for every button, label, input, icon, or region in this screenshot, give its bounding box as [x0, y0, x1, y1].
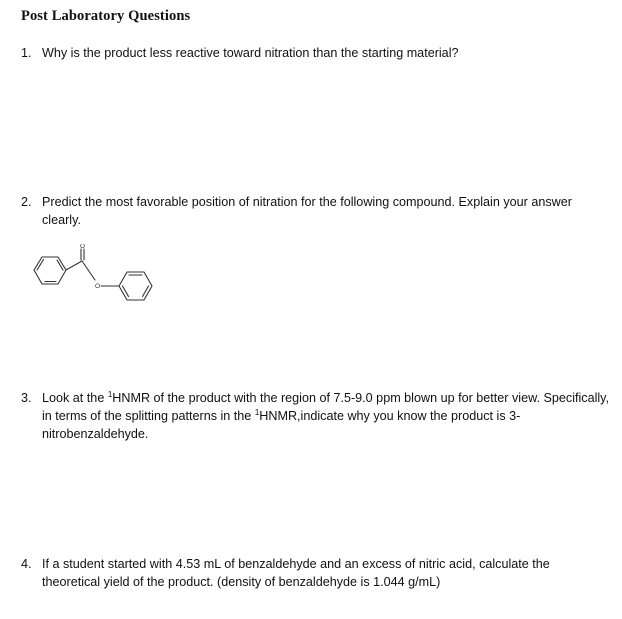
left-benzene-ring: [34, 257, 66, 284]
question-3: [21, 389, 611, 443]
left-ring-double-bonds: [37, 260, 44, 271]
question-1: [21, 44, 611, 62]
page-title: Post Laboratory Questions: [21, 8, 191, 24]
question-number: 1.: [21, 46, 32, 60]
question-4: [21, 555, 611, 591]
question-text-part-b: HNMR of the product with the region of 7.5-9.0 ppm blown up for better view. Specifically, in terms of the splitting patterns in the: [42, 391, 610, 423]
question-number: 2.: [21, 195, 32, 209]
ester-bond: [82, 261, 95, 280]
ester-oxygen-label: O: [95, 283, 101, 290]
carbonyl-oxygen-label: O: [80, 244, 86, 250]
question-2: [21, 193, 611, 229]
superscript-1: 1: [107, 389, 113, 399]
question-text: [42, 389, 611, 443]
question-text: Why is the product less reactive toward nitration than the starting material?: [42, 46, 459, 60]
superscript-1: 1: [254, 407, 260, 417]
phenyl-benzoate-structure: [24, 244, 164, 310]
question-text-part-c: HNMR,indicate why you know the product is 3-nitrobenzaldehyde.: [42, 409, 521, 441]
ring-carbonyl-bond: [66, 261, 82, 270]
right-benzene-ring: [119, 272, 152, 300]
question-text: If a student started with 4.53 mL of benzaldehyde and an excess of nitric acid, calculate the theoretical yield of the product. (density of benzaldehyde is 1.044 g/mL): [42, 557, 550, 589]
question-number: 3.: [21, 391, 32, 405]
question-text-part-a: Look at the: [42, 391, 108, 405]
question-text: Predict the most favorable position of nitration for the following compound. Explain your answer clearly.: [42, 195, 572, 227]
question-number: 4.: [21, 557, 32, 571]
